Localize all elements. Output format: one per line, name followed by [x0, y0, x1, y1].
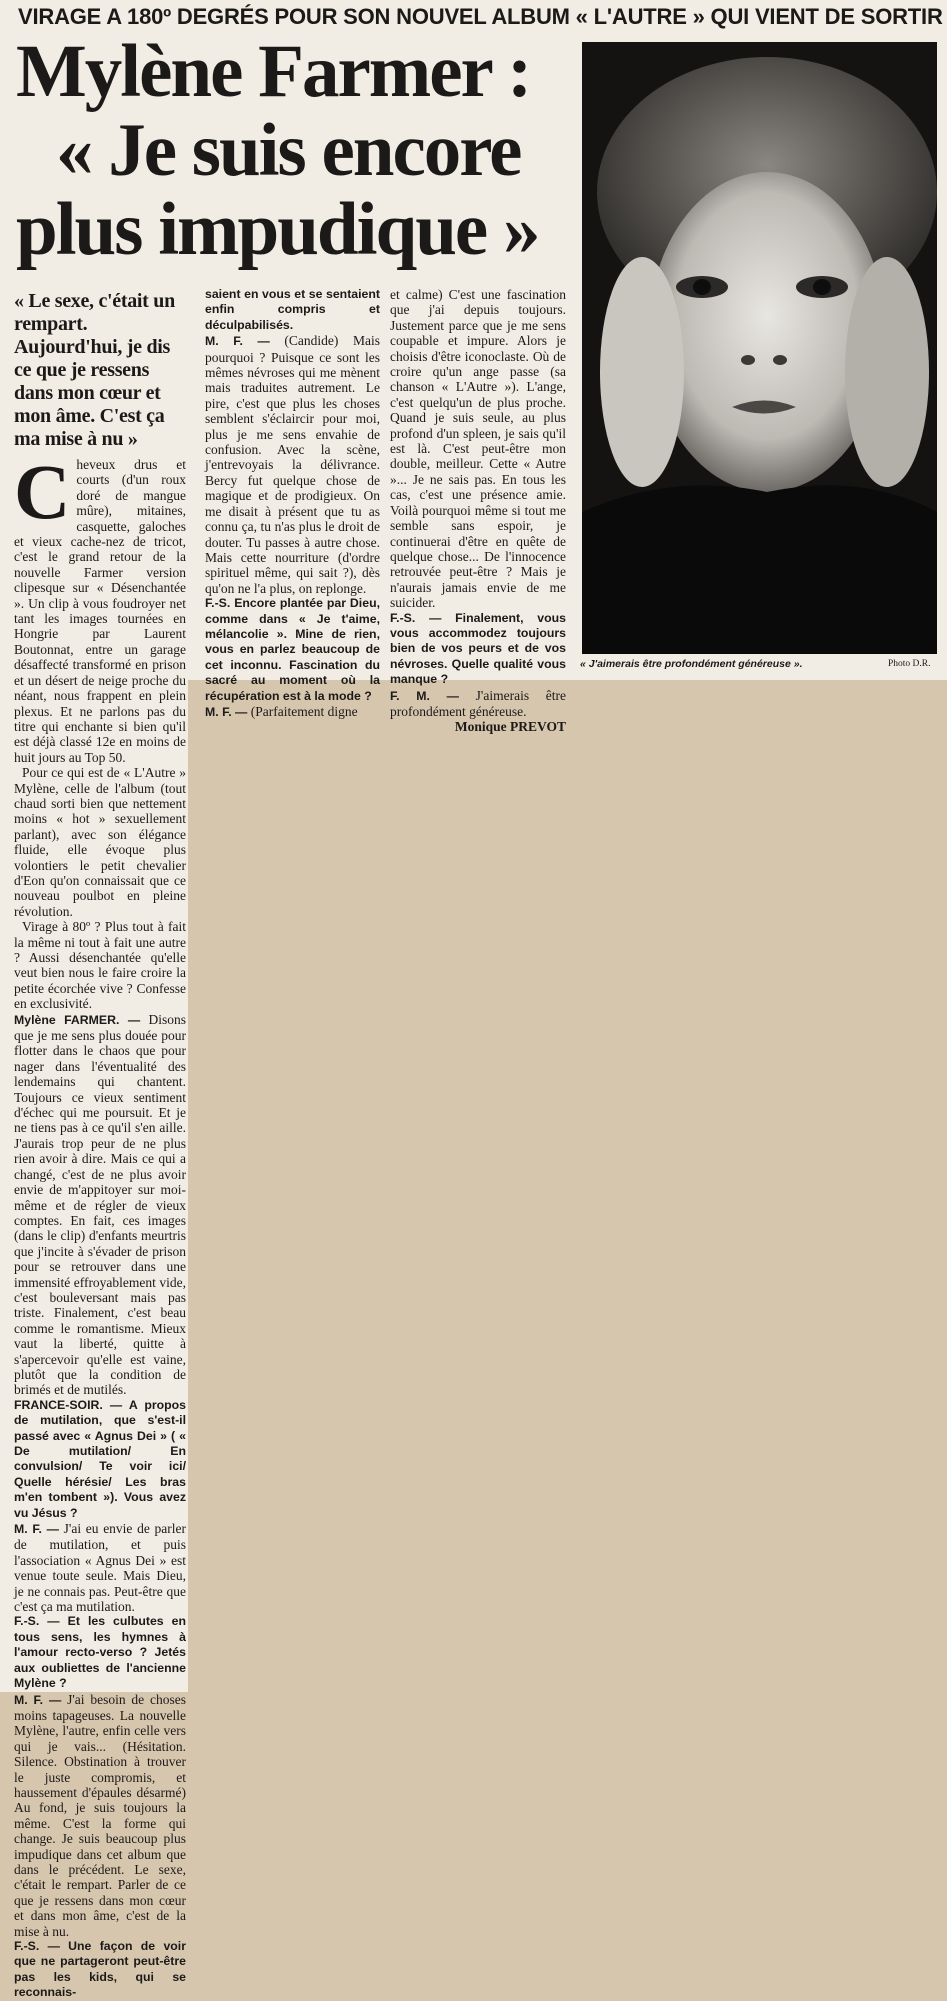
question-paragraph: F.-S. Encore plantée par Dieu, comme dans « Je t'aime, mélancolie ». Mine de rien, vous en parlez beaucoup de cet inconnu. Fascination du sacré au moment où la récupération est à la mode ?: [205, 596, 380, 703]
answer-paragraph: [205, 704, 380, 720]
question-paragraph: FRANCE-SOIR. — A propos de mutilation, que s'est-il passé avec « Agnus Dei » ( « De mutilation/ En convulsion/ Te voir ici/ Quelle hérésie/ Les bras m'en tombent »). Vous avez vu Jésus ?: [14, 1397, 186, 1520]
speaker-label: M. F. —: [14, 1692, 62, 1707]
answer-text: (Parfaitement digne: [250, 703, 358, 719]
answer-paragraph: [14, 1012, 186, 1398]
answer-text: J'ai eu envie de parler de mutilation, et puis l'association « Agnus Dei » est venue toute seule. Mais Dieu, je ne connais pas. Peut-être que c'est ça ma mutilation.: [14, 1521, 187, 1615]
headline-line-2: « Je suis encore: [56, 109, 521, 192]
speaker-label: M. F. —: [205, 334, 270, 349]
answer-continuation: et calme) C'est une fascination que j'ai depuis toujours. Justement parce que je me sens coupable et impure. Alors je choisis d'être iconoclaste. Où de croire qu'un ange passe (sa chanson « L'Autre »). L'ange, c'est quelqu'un de plus proche. Quand je suis seule, au plus profond d'un spleen, je sais qu'il est là. C'est peut-être mon double, meilleur. Cette « Autre »... Je ne sais pas. En tous les cas, c'est une présence amie. Voilà pourquoi même si tout me semble sans espoir, je continuerai d'être en quête de quelque chose... De l'innocence retrouvée peut-être ? Mais je n'aurais jamais envie de me suicider.: [390, 287, 566, 611]
speaker-label: F. M. —: [390, 688, 459, 703]
article-deck: « Le sexe, c'était un rempart. Aujourd'hui, je dis ce que je ressens dans mon cœur et mon âme. C'est ça ma mise à nu »: [14, 290, 175, 450]
kicker-headline: VIRAGE A 180º DEGRÉS POUR SON NOUVEL ALBUM « L'AUTRE » QUI VIENT DE SORTIR: [18, 4, 943, 29]
question-continuation: saient en vous et se sentaient enfin compris et déculpabilisés.: [205, 287, 380, 332]
question-paragraph: F.-S. — Une façon de voir que ne partageront peut-être pas les kids, qui se reconnais-: [14, 1939, 186, 2000]
answer-paragraph: [390, 688, 566, 720]
photo-caption: « J'aimerais être profondément généreuse ».: [580, 658, 803, 670]
portrait-illustration: [582, 42, 937, 654]
speaker-label: M. F. —: [14, 1522, 59, 1537]
speaker-label: M. F. —: [205, 704, 248, 719]
portrait-photo: [582, 42, 937, 654]
article-column-3: [390, 287, 566, 735]
question-paragraph: F.-S. — Finalement, vous vous accommodez toujours bien de vos peurs et de vos névroses. Quelle qualité vous manque ?: [390, 610, 566, 687]
answer-paragraph: [205, 333, 380, 596]
main-headline: [16, 32, 576, 269]
answer-text: Disons que je me sens plus douée pour flotter dans le chaos que pour nager dans l'éventualité des lendemains qui chantent. Toujours ce vieux sentiment d'échec qui me poursuit. Et je ne tiens pas à ce qu'il s'en aille. J'aurais trop peur de ne plus rien avoir à dire. Mais ce qui a changé, c'est de ne plus avoir envie de m'appitoyer sur moi-même et de régler de vieux comptes. En fait, ces images (dans le clip) d'enfants meurtris que j'incite à s'évader de prison pour se retrouver dans une immensité effroyablement vide, c'est bouleversant mais pas triste. Finalement, c'est beau comme le romantisme. Mieux vaut la liberté, quitte à s'apercevoir qu'elle est vaine, plutôt que la condition de brimés et de mutilés.: [14, 1011, 186, 1398]
headline-line-1: Mylène Farmer :: [16, 30, 531, 113]
answer-paragraph: [14, 1521, 186, 1614]
lede-text: heveux drus et courts (d'un roux doré de mangue mûre), mitaines, casquette, galoches et vieux cache-nez de tricot, c'est le grand retour de la nouvelle Farmer version clipesque sur « Désenchantée ». Un clip à vous foudroyer net tant les images tournées en Hongrie par Laurent Boutonnat, entre un garage désaffecté transformé en prison et un désert de neige proche du néant, nous frappent en plein plexus. Et ne parlons pas du titre qui enchante si bien qu'il est déjà classé 12e en moins de huit jours au Top 50.: [14, 457, 186, 765]
answer-text: J'ai besoin de choses moins tapageuses. La nouvelle Mylène, l'autre, enfin celle vers qui je vais... (Hésitation. Silence. Obstination à trouver le juste compromis, et haussement d'épaules désarmé) Au fond, je suis toujours la même. C'est la forme qui change. Je suis beaucoup plus impudique dans cet album que dans le précédent. Le sexe, c'était le rempart. Parler de ce que je ressens dans mon cœur et dans mon âme, c'est de la mise à nu.: [14, 1691, 186, 1939]
answer-text: J'aimerais être profondément généreuse.: [390, 687, 566, 719]
paragraph: Virage à 80º ? Plus tout à fait la même ni tout à fait une autre ? Aussi désenchantée qu'elle veut bien nous le faire croire la petite écorchée vive ? Confesse en exclusivité.: [14, 919, 186, 1012]
headline-line-3: plus impudique »: [16, 188, 539, 271]
lede-paragraph: [14, 448, 186, 765]
answer-text: (Candide) Mais pourquoi ? Puisque ce sont les mêmes névroses qui me mènent mais traduites autrement. Le pire, c'est que plus les choses semblent s'éclaircir pour moi, plus je me sens envahie de confusion. Avec la scène, j'entrevoyais la délivrance. Bercy fut quelque chose de magique et de prodigieux. On me disait à présent que tu as connu ça, tu n'as plus le droit de douter. Tu passes à autre chose. Mais cette nourriture (d'ordre spirituel même, qui sait ?), dès qu'on ne l'a plus, on replonge.: [205, 333, 381, 596]
photo-credit: Photo D.R.: [888, 659, 931, 669]
drop-cap: C: [14, 448, 71, 535]
question-paragraph: F.-S. — Et les culbutes en tous sens, les hymnes à l'amour recto-verso ? Jetés aux oubliettes de l'ancienne Mylène ?: [14, 1614, 186, 1691]
speaker-label: Mylène FARMER. —: [14, 1012, 141, 1027]
answer-paragraph: [14, 1692, 186, 1940]
author-signature: Monique PREVOT: [454, 719, 566, 735]
article-column-2: [205, 287, 380, 720]
article-column-1: [14, 290, 186, 2001]
paragraph: Pour ce qui est de « L'Autre » Mylène, celle de l'album (tout chaud sorti bien que nettement moins « hot » sexuellement parlant), avec son élégance fluide, elle évoque plus volontiers le petit chevalier d'Eon qu'on connaissait que ce nouveau poulbot en pleine révolution.: [14, 765, 186, 919]
